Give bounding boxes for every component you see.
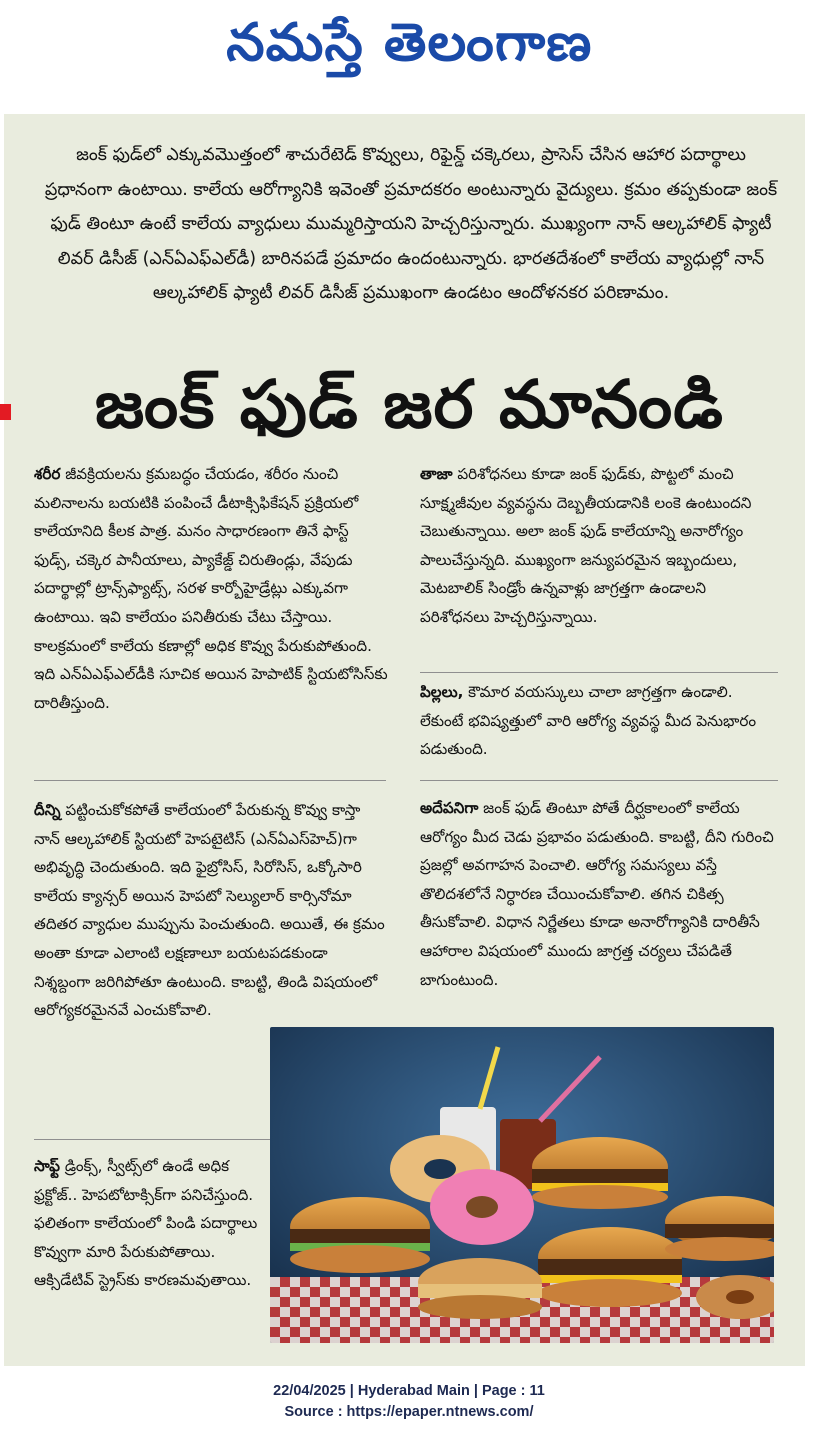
paragraph-text: డ్రింక్స్, స్వీట్స్‌లో ఉండే అధిక ఫ్రక్టోజ్.. హెపటోటాక్సిక్‌గా పనిచేస్తుంది. ఫలితంగా కాలేయంలో పిండి పదార్థాలు కొవ్వుగా మారి పేరుకుపోతాయి. ఆక్సిడేటివ్ స్ట్రెస్‌కు కారణమవుతాయి.: [34, 1157, 258, 1290]
masthead-logo: నమస్తే తెలంగాణ: [225, 12, 593, 73]
headline-text: జంక్ ఫుడ్ జర మానండి: [94, 365, 724, 443]
paragraph-lead-word: తాజా: [420, 465, 453, 483]
column-divider: [34, 1139, 270, 1140]
masthead: [0, 0, 818, 112]
column-divider: [34, 780, 386, 781]
junk-food-photo: [270, 1027, 774, 1343]
column-divider: [420, 672, 778, 673]
right-column-paragraph-1: [420, 460, 776, 632]
paragraph-lead-word: దీన్ని: [34, 801, 61, 819]
paragraph-text: జీవక్రియలను క్రమబద్ధం చేయడం, శరీరం నుంచి మలినాలను బయటికి పంపించే డీటాక్సిఫికేషన్ ప్రక్రియలో కాలేయానిది కీలక పాత్ర. మనం సాధారణంగా తినే ఫాస్ట్ ఫుడ్స్, చక్కెర పానీయాలు, ప్యాకేజ్డ్ చిరుతిండ్లు, వేపుడు పదార్థాల్లో ట్రాన్స్‌ఫ్యాట్స్, సరళ కార్బోహైడ్రేట్లు ఎక్కువగా ఉంటాయి. ఇవి కాలేయం పనితీరుకు చేటు చేస్తాయి. కాలక్రమంలో కాలేయ కణాల్లో అధిక కొవ్వు పేరుకుపోతుంది. ఇది ఎన్ఏఎఫ్ఎల్‌డీకి సూచిక అయిన హెపాటిక్ స్టియటోసిస్‌కు దారితీస్తుంది.: [34, 465, 388, 712]
column-divider: [420, 780, 778, 781]
left-column-paragraph-2: [34, 796, 388, 1025]
paragraph-lead-word: పిల్లలు,: [420, 683, 464, 701]
paragraph-text: జంక్ ఫుడ్ తింటూ పోతే దీర్ఘకాలంలో కాలేయ ఆరోగ్యం మీద చెడు ప్రభావం పడుతుంది. కాబట్టి, దీని గురించి ప్రజల్లో అవగాహన పెంచాలి. ఆరోగ్య సమస్యలు వస్తే తొలిదశలోనే నిర్ధారణ చేయించుకోవాలి. తగిన చికిత్స తీసుకోవాలి. విధాన నిర్ణేతలు కూడా అనారోగ్యానికి దారితీసే ఆహారాల విషయంలో ముందు జాగ్రత్త చర్యలు చేపడితే బాగుంటుంది.: [420, 799, 774, 989]
left-column-paragraph-3: [34, 1152, 266, 1295]
right-column-paragraph-3: [420, 794, 776, 994]
right-column-paragraph-2: [420, 678, 776, 764]
left-column-paragraph-1: [34, 460, 388, 717]
paragraph-text: పరిశోధనలు కూడా జంక్ ఫుడ్‌కు, పొట్టలో మంచి సూక్ష్మజీవుల వ్యవస్థను దెబ్బతీయడానికి లంకె ఉంటుందని చెబుతున్నాయి. అలా జంక్ ఫుడ్ కాలేయాన్ని అనారోగ్యం పాలుచేస్తున్నది. ముఖ్యంగా జన్యుపరమైన ఇబ్బందులు, మెటబాలిక్ సిండ్రోం ఉన్నవాళ్లు జాగ్రత్తగా ఉండాలని పరిశోధనలు హెచ్చరిస్తున్నాయి.: [420, 465, 752, 626]
footer-source-link[interactable]: Source : https://epaper.ntnews.com/: [284, 1404, 534, 1420]
footer-edition-info: 22/04/2025 | Hyderabad Main | Page : 11: [273, 1383, 545, 1399]
paragraph-text: పట్టించుకోకపోతే కాలేయంలో పేరుకున్న కొవ్వు కాస్తా నాన్ ఆల్కహాలిక్ స్టియటో హెపటైటిస్ (ఎన్ఏఎస్‌హెచ్)గా అభివృద్ధి చెందుతుంది. ఇది ఫైబ్రోసిస్, సిరోసిస్, ఒక్కోసారి కాలేయ క్యాన్సర్ అయిన హెపటో సెల్యులార్ కార్సినోమా తదితర వ్యాధుల ముప్పును పెంచుతుంది. అయితే, ఈ క్రమం అంతా కూడా ఎలాంటి లక్షణాలూ బయటపడకుండా నిశ్శబ్దంగా జరిగిపోతూ ఉంటుంది. కాబట్టి, తిండి విషయంలో ఆరోగ్యకరమైనవే ఎంచుకోవాలి.: [34, 801, 385, 1020]
headline: [0, 362, 818, 462]
paragraph-lead-word: సాఫ్ట్: [34, 1157, 60, 1175]
paragraph-lead-word: అదేపనిగా: [420, 799, 479, 817]
paragraph-lead-word: శరీర: [34, 465, 61, 483]
page-footer: [0, 1381, 818, 1423]
article-intro: జంక్ ఫుడ్‌లో ఎక్కువమొత్తంలో శాచురేటెడ్ కొవ్వులు, రిఫైన్డ్ చక్కెరలు, ప్రాసెస్ చేసిన ఆహార పదార్థాలు ప్రధానంగా ఉంటాయి. కాలేయ ఆరోగ్యానికి ఇవెంతో ప్రమాదకరం అంటున్నారు వైద్యులు. క్రమం తప్పకుండా జంక్ ఫుడ్ తింటూ ఉంటే కాలేయ వ్యాధులు ముమ్మరిస్తాయని హెచ్చరిస్తున్నారు. ముఖ్యంగా నాన్ ఆల్కహాలిక్ ఫ్యాటీ లివర్ డిసీజ్ (ఎన్ఏఎఫ్ఎల్‌డీ) బారినపడే ప్రమాదం ఉందంటున్నారు. భారతదేశంలో కాలేయ వ్యాధుల్లో నాన్ ఆల్కహాలిక్ ఫ్యాటీ లివర్ డిసీజ్ ప్రముఖంగా ఉండటం ఆందోళనకర పరిణామం.: [44, 145, 778, 304]
paragraph-text: కౌమార వయస్కులు చాలా జాగ్రత్తగా ఉండాలి. లేకుంటే భవిష్యత్తులో వారి ఆరోగ్య వ్యవస్థ మీద పెనుభారం పడుతుంది.: [420, 683, 757, 759]
